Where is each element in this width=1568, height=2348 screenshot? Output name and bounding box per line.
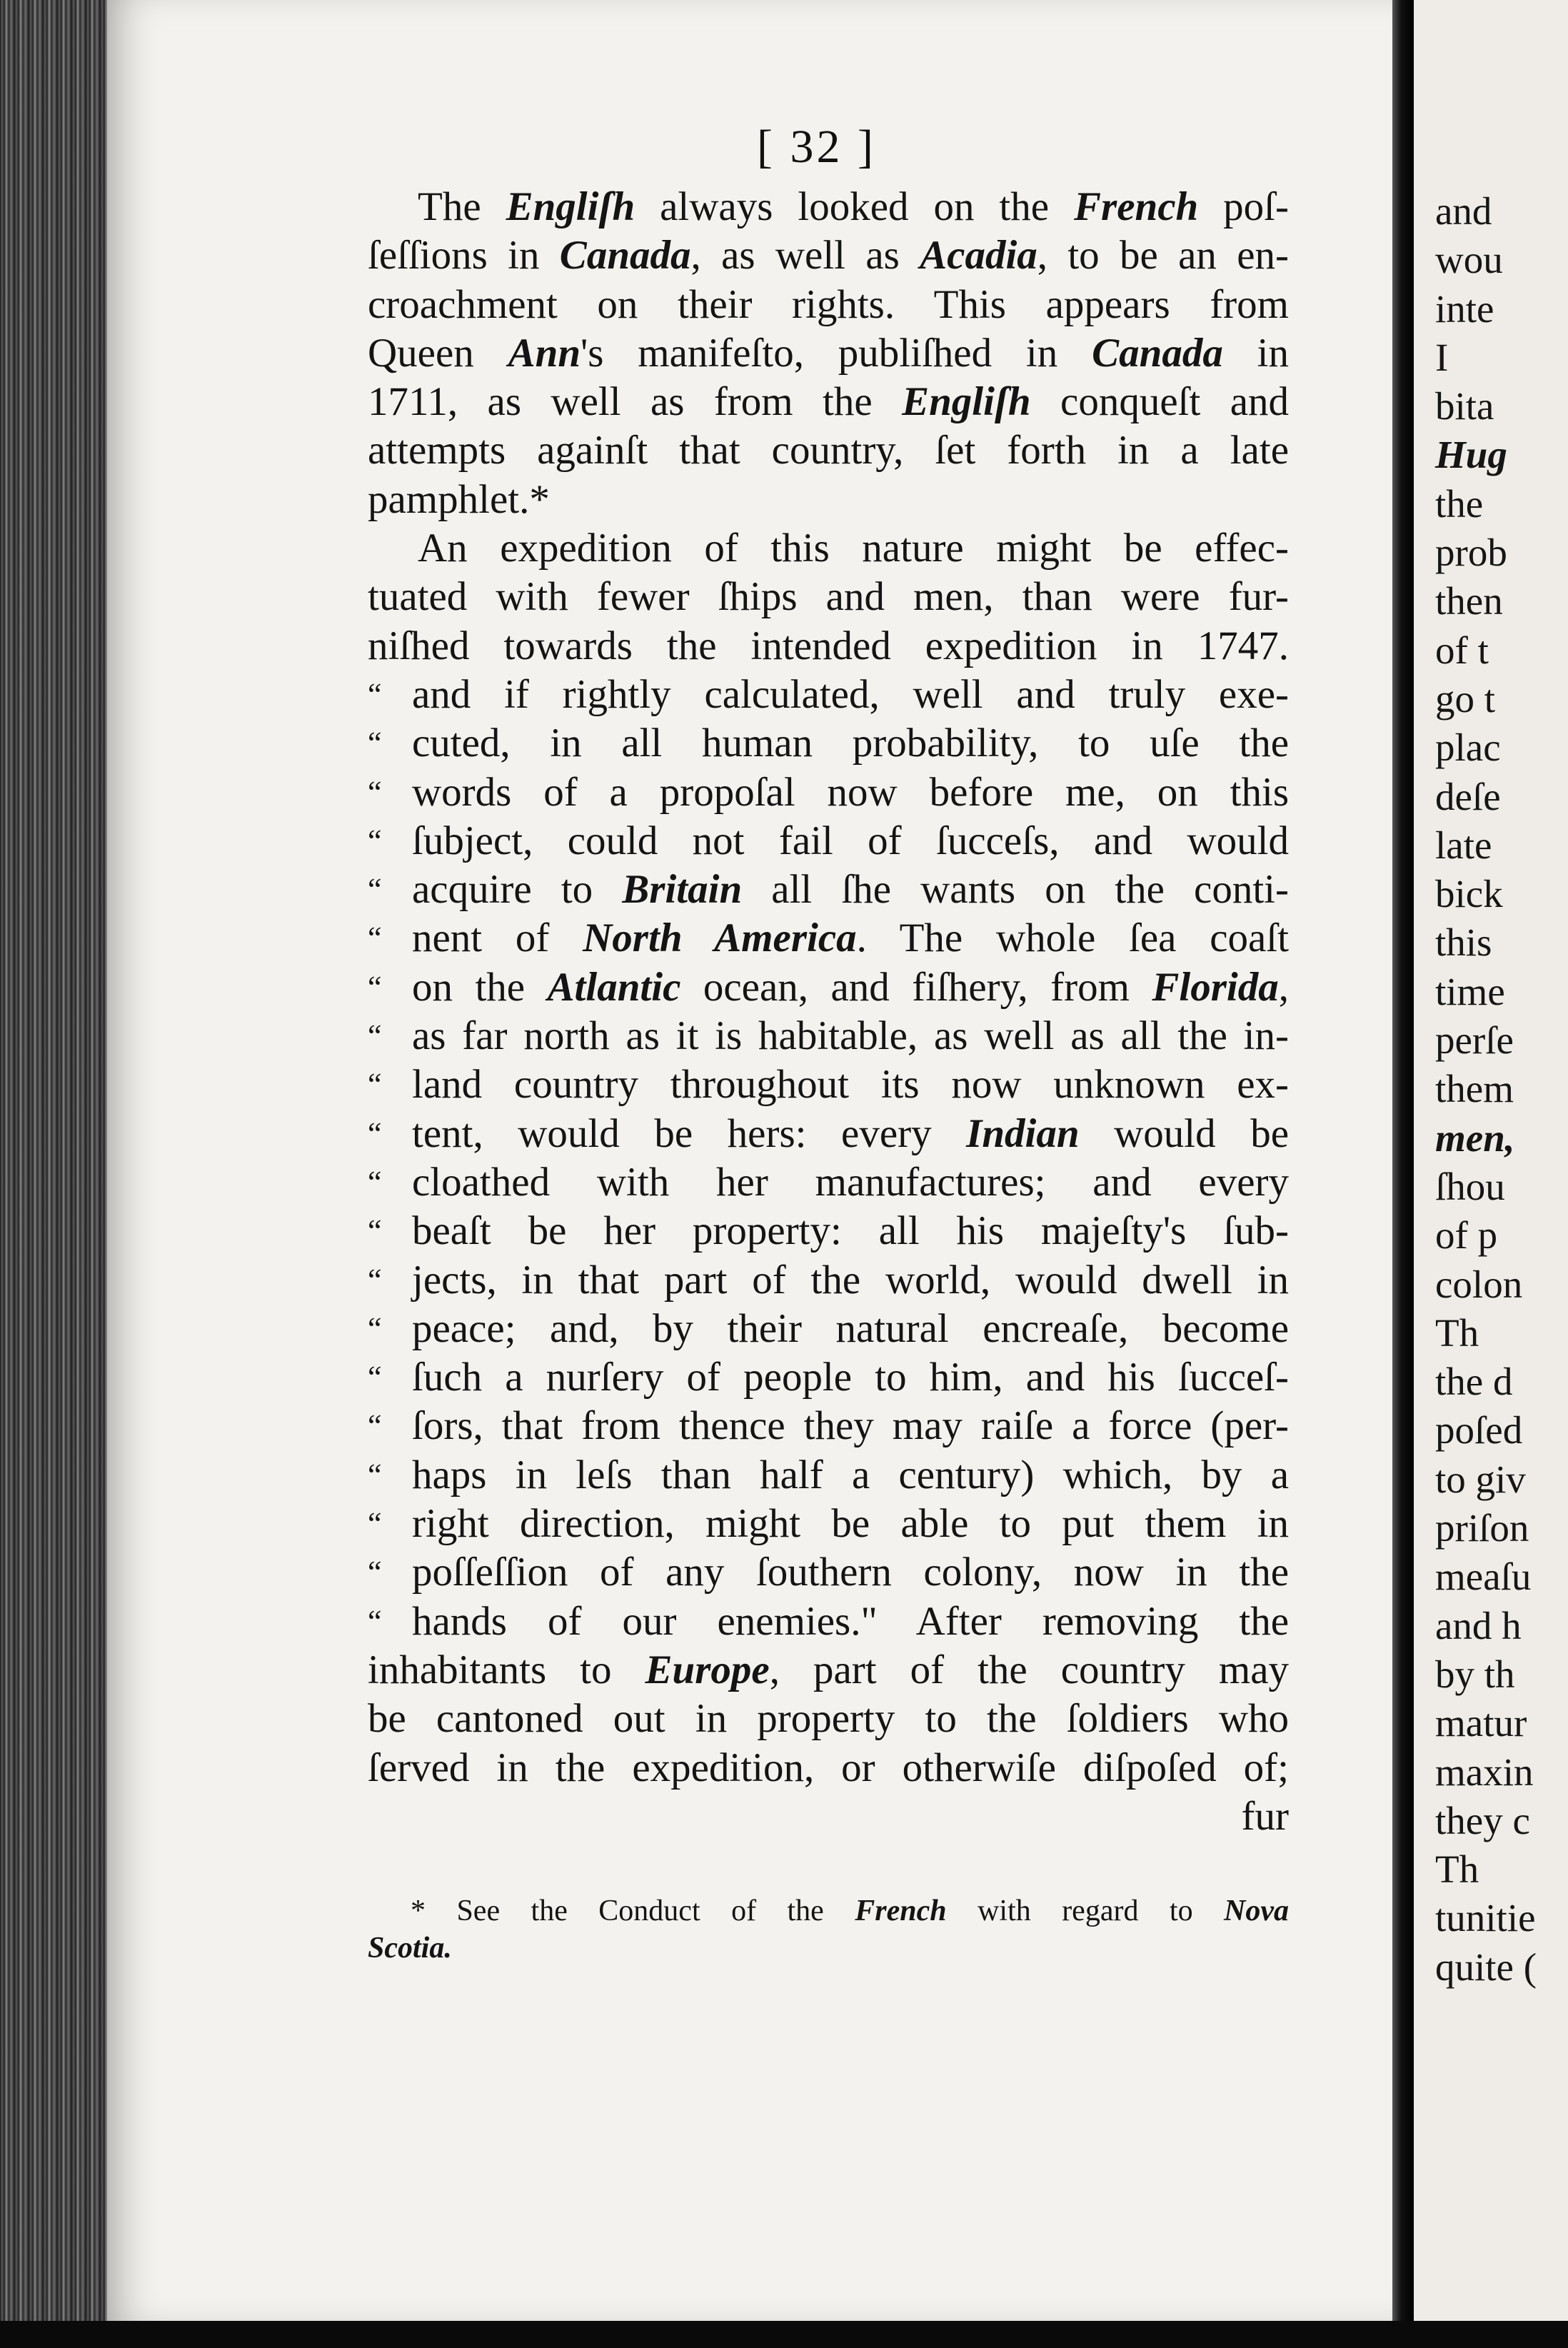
- text-line: [368, 1110, 1289, 1158]
- text-run: ſuch a nurſery of people to him, and his ſucceſ-: [412, 1355, 1289, 1400]
- facing-page-line: maxin: [1435, 1750, 1534, 1794]
- text-run: Queen: [368, 330, 508, 376]
- text-run: land country throughout its now unknown ex-: [412, 1062, 1289, 1108]
- text-run: men,: [1435, 1115, 1515, 1160]
- quotation-mark: “: [368, 1603, 382, 1639]
- quotation-mark: “: [368, 1555, 382, 1590]
- text-run: croachment on their rights. This appears from: [368, 281, 1289, 327]
- quotation-mark: “: [368, 1164, 382, 1200]
- text-run: with regard to: [946, 1895, 1225, 1927]
- text-run: , as well as: [690, 233, 920, 279]
- facing-page-line: deſe: [1435, 774, 1501, 818]
- quotation-mark: “: [368, 774, 382, 810]
- text-run: ſubject, could not fail of ſucceſs, and would: [412, 818, 1289, 863]
- facing-page-line: and: [1435, 189, 1492, 233]
- text-line: [368, 671, 1289, 719]
- text-run: Canada: [559, 233, 691, 279]
- page-body-text: [368, 183, 1289, 1841]
- facing-page-line: meaſu: [1435, 1555, 1532, 1599]
- text-line: [368, 1451, 1289, 1500]
- text-run: 's manifeſto, publiſhed in: [581, 330, 1092, 376]
- text-run: * See the Conduct of the: [411, 1895, 855, 1927]
- facing-page-line: the: [1435, 481, 1484, 526]
- page-number: [ 32 ]: [757, 121, 876, 173]
- text-run: cloathed with her manufactures; and every: [412, 1159, 1289, 1205]
- text-line: [368, 183, 1289, 231]
- text-line: [368, 1500, 1289, 1548]
- facing-page-line: bick: [1435, 872, 1503, 916]
- facing-page-line: [1435, 431, 1568, 479]
- quotation-mark: “: [368, 1018, 382, 1054]
- quotation-mark: “: [368, 1310, 382, 1346]
- text-run: French: [1074, 184, 1199, 229]
- text-run: North America: [583, 915, 857, 961]
- text-line: [368, 1548, 1289, 1597]
- text-run: on the: [412, 964, 548, 1010]
- text-line: [368, 1744, 1289, 1792]
- text-line: [368, 329, 1289, 378]
- facing-page-line: by th: [1435, 1652, 1515, 1696]
- text-run: and if rightly calculated, well and truly exe-: [412, 671, 1289, 717]
- text-run: inhabitants to: [368, 1647, 645, 1692]
- text-line: [368, 231, 1289, 280]
- text-run: all ſhe wants on the conti-: [742, 867, 1289, 913]
- text-line: [368, 768, 1289, 817]
- text-run: Hug: [1435, 433, 1507, 477]
- text-run: would be: [1079, 1110, 1289, 1156]
- facing-page-line: colon: [1435, 1262, 1523, 1306]
- text-run: cuted, in all human probability, to uſe the: [412, 721, 1289, 766]
- text-line: [368, 1646, 1289, 1695]
- facing-page-line: plac: [1435, 726, 1501, 770]
- facing-page-line: then: [1435, 579, 1503, 623]
- text-run: always looked on the: [635, 184, 1074, 229]
- text-line: [368, 1012, 1289, 1060]
- facing-page-line: matur: [1435, 1701, 1527, 1745]
- facing-page-line: this: [1435, 920, 1492, 965]
- text-run: Canada: [1092, 330, 1223, 376]
- text-line: [368, 1060, 1289, 1109]
- book-binding-gutter: [0, 0, 107, 2348]
- quotation-mark: “: [368, 1115, 382, 1151]
- text-run: Engliſh: [506, 184, 635, 229]
- text-run: Engliſh: [902, 379, 1031, 425]
- facing-page-line: of t: [1435, 628, 1489, 672]
- quotation-mark: “: [368, 969, 382, 1005]
- text-run: . The whole ſea coaſt: [856, 915, 1290, 961]
- text-line: [368, 817, 1289, 866]
- text-line: [368, 378, 1289, 426]
- text-run: Europe: [645, 1647, 770, 1692]
- text-line: [368, 476, 1289, 524]
- text-run: ſors, that from thence they may raiſe a force (per-: [412, 1403, 1289, 1449]
- text-run: right direction, might be able to put them in: [412, 1501, 1289, 1547]
- text-line: [368, 866, 1289, 914]
- facing-page-line: inte: [1435, 286, 1494, 331]
- text-line: [368, 1256, 1289, 1305]
- text-run: Acadia: [920, 233, 1037, 279]
- text-line: [368, 1305, 1289, 1353]
- facing-page-fragment: [1414, 0, 1568, 2321]
- text-run: , to be an en-: [1037, 233, 1289, 279]
- scan-bottom-edge: [0, 2321, 1568, 2348]
- text-run: as far north as it is habitable, as well as all the in-: [412, 1013, 1289, 1059]
- text-run: Florida: [1152, 964, 1279, 1010]
- text-run: ,: [1278, 964, 1289, 1010]
- quotation-mark: “: [368, 872, 382, 908]
- text-run: Britain: [622, 867, 743, 913]
- text-run: acquire to: [412, 867, 623, 913]
- text-run: poſ-: [1198, 184, 1289, 229]
- text-run: conqueſt and: [1030, 379, 1290, 425]
- quotation-mark: “: [368, 1506, 382, 1542]
- facing-page-line: prob: [1435, 531, 1507, 575]
- text-line: [368, 524, 1289, 573]
- text-run: haps in leſs than half a century) which, by a: [412, 1452, 1289, 1497]
- text-run: ſerved in the expedition, or otherwiſe diſpoſed of;: [368, 1745, 1289, 1790]
- facing-page-line: quite (: [1435, 1945, 1537, 1989]
- facing-page-line: poſed: [1435, 1408, 1523, 1453]
- facing-page-line: Th: [1435, 1847, 1479, 1892]
- facing-page-line: I: [1435, 335, 1449, 379]
- quotation-mark: “: [368, 1360, 382, 1395]
- text-line: [368, 1353, 1289, 1402]
- quotation-mark: “: [368, 920, 382, 956]
- quotation-mark: “: [368, 823, 382, 858]
- facing-page-text: [1435, 187, 1568, 1992]
- facing-page-line: perſe: [1435, 1018, 1514, 1063]
- quotation-mark: “: [368, 1213, 382, 1249]
- text-run: peace; and, by their natural encreaſe, become: [412, 1305, 1289, 1351]
- facing-page-line: wou: [1435, 238, 1503, 282]
- facing-page-line: the d: [1435, 1360, 1513, 1404]
- text-line: [368, 1158, 1289, 1207]
- facing-page-line: and h: [1435, 1603, 1522, 1647]
- text-run: Indian: [966, 1110, 1080, 1156]
- text-run: be cantoned out in property to the ſoldiers who: [368, 1696, 1289, 1742]
- facing-page-line: time: [1435, 969, 1505, 1013]
- text-run: French: [855, 1895, 947, 1927]
- facing-page-line: of p: [1435, 1213, 1498, 1258]
- text-run: tuated with fewer ſhips and men, than were fur-: [368, 574, 1289, 620]
- text-line: [368, 1695, 1289, 1743]
- footnote: [368, 1892, 1289, 1967]
- text-line: [368, 426, 1289, 475]
- text-run: Ann: [508, 330, 581, 376]
- quotation-mark: “: [368, 1262, 382, 1298]
- text-line: [368, 719, 1289, 768]
- footnote-line-1: [368, 1892, 1289, 1930]
- facing-page-line: them: [1435, 1067, 1514, 1111]
- quotation-mark: “: [368, 1408, 382, 1444]
- text-line: [368, 1597, 1289, 1646]
- quotation-mark: “: [368, 1457, 382, 1492]
- text-run: jects, in that part of the world, would dwell in: [412, 1257, 1289, 1303]
- text-run: hands of our enemies." After removing the: [412, 1598, 1289, 1644]
- footnote-line-2: Scotia.: [368, 1932, 452, 1965]
- text-run: , part of the country may: [769, 1647, 1289, 1692]
- text-run: Nova: [1224, 1895, 1289, 1927]
- page-fold-shadow: [1392, 0, 1414, 2348]
- text-run: words of a propoſal now before me, on this: [412, 769, 1289, 815]
- facing-page-line: priſon: [1435, 1506, 1529, 1550]
- text-line: [368, 1207, 1289, 1255]
- text-run: nent of: [412, 915, 583, 961]
- facing-page-line: bita: [1435, 384, 1494, 428]
- text-run: ocean, and fiſhery, from: [680, 964, 1152, 1010]
- text-run: niſhed towards the intended expedition in 1747.: [368, 623, 1289, 668]
- text-run: fur: [1241, 1793, 1289, 1839]
- text-run: poſſeſſion of any ſouthern colony, now in the: [412, 1550, 1289, 1595]
- quotation-mark: “: [368, 676, 382, 712]
- text-run: attempts againſt that country, ſet forth in a late: [368, 428, 1289, 473]
- facing-page-line: late: [1435, 823, 1492, 867]
- facing-page-line: ſhou: [1435, 1164, 1505, 1208]
- text-line: [368, 1402, 1289, 1450]
- facing-page-line: they c: [1435, 1798, 1530, 1842]
- facing-page-line: [1435, 1114, 1568, 1163]
- text-run: beaſt be her property: all his majeſty's ſub-: [412, 1208, 1289, 1254]
- text-run: An expedition of this nature might be effec-: [418, 526, 1289, 571]
- facing-page-line: Th: [1435, 1310, 1479, 1355]
- quotation-mark: “: [368, 726, 382, 761]
- text-run: 1711, as well as from the: [368, 379, 903, 425]
- text-run: Atlantic: [547, 964, 681, 1010]
- text-run: The: [418, 184, 506, 229]
- facing-page-line: go t: [1435, 676, 1496, 721]
- text-line: [368, 914, 1289, 963]
- text-line: [368, 281, 1289, 329]
- text-line: [368, 622, 1289, 671]
- quotation-mark: “: [368, 1067, 382, 1103]
- facing-page-line: tunitie: [1435, 1896, 1536, 1940]
- text-run: in: [1222, 330, 1289, 376]
- text-line: [368, 963, 1289, 1012]
- text-line: [368, 1792, 1289, 1841]
- text-run: pamphlet.*: [368, 476, 550, 522]
- text-line: [368, 573, 1289, 621]
- text-run: tent, would be hers: every: [412, 1110, 967, 1156]
- text-run: ſeſſions in: [368, 233, 560, 279]
- facing-page-line: to giv: [1435, 1457, 1526, 1501]
